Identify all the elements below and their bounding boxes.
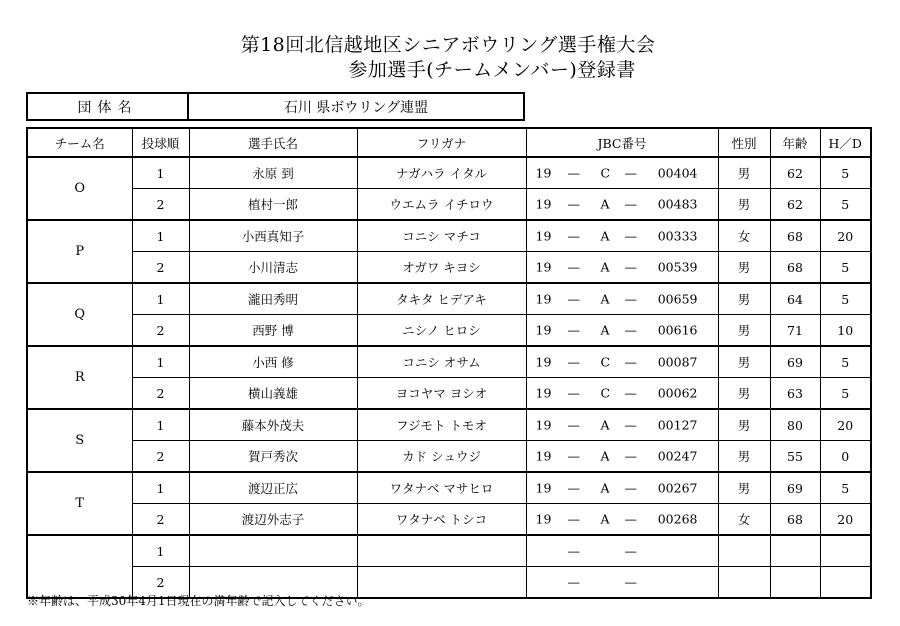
furigana-cell[interactable]: オガワ キヨシ xyxy=(357,252,526,284)
furigana-cell[interactable]: ヨコヤマ ヨシオ xyxy=(357,378,526,410)
age-cell[interactable] xyxy=(770,535,820,567)
age-cell[interactable]: 62 xyxy=(770,189,820,221)
jbc-dash: — xyxy=(624,228,637,244)
sex-cell[interactable]: 男 xyxy=(718,409,770,441)
jbc-number-cell[interactable] xyxy=(526,283,718,315)
header-age: 年齢 xyxy=(770,128,820,157)
order-cell: 1 xyxy=(132,283,189,315)
table-row xyxy=(27,504,871,536)
jbc-class: A xyxy=(600,417,610,433)
table-row xyxy=(27,441,871,473)
age-cell[interactable]: 62 xyxy=(770,157,820,189)
footnote: ※年齢は、平成30年4月1日現在の満年齢で記入してください。 xyxy=(27,594,370,608)
jbc-dash: — xyxy=(567,354,580,370)
jbc-dash: — xyxy=(567,448,580,464)
order-cell: 2 xyxy=(132,315,189,347)
table-row xyxy=(27,189,871,221)
jbc-class: C xyxy=(600,385,611,401)
jbc-dash: — xyxy=(624,543,637,559)
table-row xyxy=(27,346,871,378)
age-cell[interactable]: 69 xyxy=(770,472,820,504)
sex-cell[interactable]: 男 xyxy=(718,189,770,221)
header-team: チーム名 xyxy=(27,128,132,157)
team-name-cell[interactable]: P xyxy=(27,220,132,283)
organization-label: 団体名 xyxy=(27,93,188,120)
order-cell: 2 xyxy=(132,441,189,473)
jbc-number-cell[interactable] xyxy=(526,409,718,441)
jbc-number-cell[interactable] xyxy=(526,220,718,252)
jbc-dash: — xyxy=(567,511,580,527)
sex-cell[interactable]: 男 xyxy=(718,346,770,378)
sex-cell[interactable]: 女 xyxy=(718,220,770,252)
sex-cell[interactable]: 男 xyxy=(718,378,770,410)
furigana-cell[interactable]: コニシ マチコ xyxy=(357,220,526,252)
player-name-cell[interactable]: 横山義雄 xyxy=(189,378,357,410)
sex-cell[interactable]: 女 xyxy=(718,504,770,536)
table-row xyxy=(27,157,871,189)
table-row xyxy=(27,283,871,315)
jbc-class: A xyxy=(600,259,610,275)
jbc-dash: — xyxy=(567,480,580,496)
handicap-cell[interactable]: 20 xyxy=(820,220,871,252)
team-name-cell[interactable]: Q xyxy=(27,283,132,346)
jbc-dash: — xyxy=(624,291,637,307)
team-name-cell[interactable]: R xyxy=(27,346,132,409)
jbc-year: 19 xyxy=(535,259,552,275)
furigana-cell[interactable]: ニシノ ヒロシ xyxy=(357,315,526,347)
jbc-dash: — xyxy=(624,448,637,464)
furigana-cell[interactable]: フジモト トモオ xyxy=(357,409,526,441)
age-cell[interactable]: 68 xyxy=(770,504,820,536)
age-cell[interactable]: 55 xyxy=(770,441,820,473)
jbc-number-cell[interactable] xyxy=(526,346,718,378)
age-cell[interactable] xyxy=(770,567,820,599)
jbc-number-cell[interactable] xyxy=(526,504,718,536)
player-name-cell[interactable]: 小川清志 xyxy=(189,252,357,284)
team-name-cell[interactable] xyxy=(27,535,132,598)
order-cell: 2 xyxy=(132,378,189,410)
order-cell: 2 xyxy=(132,252,189,284)
handicap-cell[interactable]: 0 xyxy=(820,441,871,473)
header-player-name: 選手氏名 xyxy=(189,128,357,157)
sex-cell[interactable]: 男 xyxy=(718,283,770,315)
order-cell: 1 xyxy=(132,346,189,378)
jbc-dash: — xyxy=(624,385,637,401)
jbc-dash: — xyxy=(567,291,580,307)
furigana-cell[interactable]: ワタナベ マサヒロ xyxy=(357,472,526,504)
jbc-dash: — xyxy=(624,196,637,212)
jbc-serial: 00404 xyxy=(657,165,698,181)
jbc-year: 19 xyxy=(535,165,552,181)
jbc-class: C xyxy=(600,165,611,181)
member-registration-table xyxy=(26,127,872,599)
jbc-dash: — xyxy=(624,574,637,590)
player-name-cell[interactable]: 渡辺外志子 xyxy=(189,504,357,536)
sex-cell[interactable] xyxy=(718,535,770,567)
furigana-cell[interactable]: カド シュウジ xyxy=(357,441,526,473)
order-cell: 2 xyxy=(132,567,189,599)
furigana-cell[interactable]: コニシ オサム xyxy=(357,346,526,378)
jbc-dash: — xyxy=(624,354,637,370)
order-cell: 1 xyxy=(132,157,189,189)
handicap-cell[interactable]: 5 xyxy=(820,346,871,378)
handicap-cell[interactable]: 5 xyxy=(820,283,871,315)
jbc-number-cell[interactable] xyxy=(526,157,718,189)
jbc-dash: — xyxy=(567,574,580,590)
handicap-cell[interactable]: 5 xyxy=(820,157,871,189)
jbc-serial: 00539 xyxy=(657,259,698,275)
jbc-year: 19 xyxy=(535,322,552,338)
sex-cell[interactable]: 男 xyxy=(718,157,770,189)
jbc-dash: — xyxy=(567,196,580,212)
jbc-number-cell[interactable] xyxy=(526,567,718,599)
document-title: 第18回北信越地区シニアボウリング選手権大会 xyxy=(240,34,656,56)
jbc-serial: 00616 xyxy=(657,322,698,338)
jbc-year: 19 xyxy=(535,448,552,464)
jbc-serial: 00333 xyxy=(657,228,698,244)
jbc-number-cell[interactable] xyxy=(526,189,718,221)
table-row xyxy=(27,409,871,441)
jbc-serial: 00659 xyxy=(657,291,698,307)
jbc-year: 19 xyxy=(535,385,552,401)
organization-name-field[interactable]: 石川 県ボウリング連盟 xyxy=(188,93,524,120)
age-cell[interactable]: 71 xyxy=(770,315,820,347)
furigana-cell[interactable]: ウエムラ イチロウ xyxy=(357,189,526,221)
jbc-year: 19 xyxy=(535,511,552,527)
sex-cell[interactable] xyxy=(718,567,770,599)
jbc-year: 19 xyxy=(535,354,552,370)
handicap-cell[interactable]: 5 xyxy=(820,378,871,410)
age-cell[interactable]: 80 xyxy=(770,409,820,441)
order-cell: 1 xyxy=(132,409,189,441)
handicap-cell[interactable]: 10 xyxy=(820,315,871,347)
jbc-year: 19 xyxy=(535,480,552,496)
jbc-year: 19 xyxy=(535,228,552,244)
handicap-cell[interactable]: 20 xyxy=(820,409,871,441)
sex-cell[interactable]: 男 xyxy=(718,315,770,347)
jbc-dash: — xyxy=(624,322,637,338)
furigana-cell[interactable]: タキタ ヒデアキ xyxy=(357,283,526,315)
player-name-cell[interactable]: 渡辺正広 xyxy=(189,472,357,504)
jbc-dash: — xyxy=(567,259,580,275)
jbc-class: C xyxy=(600,354,611,370)
order-cell: 1 xyxy=(132,535,189,567)
jbc-class: A xyxy=(600,480,610,496)
handicap-cell[interactable] xyxy=(820,535,871,567)
furigana-cell[interactable]: ワタナベ トシコ xyxy=(357,504,526,536)
age-cell[interactable]: 63 xyxy=(770,378,820,410)
player-name-cell[interactable]: 小西 修 xyxy=(189,346,357,378)
player-name-cell[interactable] xyxy=(189,535,357,567)
jbc-dash: — xyxy=(567,322,580,338)
jbc-class: A xyxy=(600,322,610,338)
jbc-number-cell[interactable] xyxy=(526,472,718,504)
team-name-cell[interactable]: S xyxy=(27,409,132,472)
player-name-cell[interactable]: 永原 到 xyxy=(189,157,357,189)
player-name-cell[interactable]: 瀧田秀明 xyxy=(189,283,357,315)
jbc-dash: — xyxy=(567,417,580,433)
handicap-cell[interactable]: 5 xyxy=(820,472,871,504)
document-subtitle: 参加選手(チームメンバー)登録書 xyxy=(348,59,636,81)
header-handicap: H／D xyxy=(820,128,871,157)
jbc-number-cell[interactable] xyxy=(526,315,718,347)
handicap-cell[interactable]: 5 xyxy=(820,252,871,284)
jbc-year: 19 xyxy=(535,291,552,307)
jbc-dash: — xyxy=(567,385,580,401)
jbc-number-cell[interactable] xyxy=(526,378,718,410)
jbc-number-cell[interactable] xyxy=(526,252,718,284)
jbc-serial: 00127 xyxy=(657,417,698,433)
header-furigana: フリガナ xyxy=(357,128,526,157)
age-cell[interactable]: 64 xyxy=(770,283,820,315)
jbc-dash: — xyxy=(624,259,637,275)
order-cell: 2 xyxy=(132,504,189,536)
jbc-dash: — xyxy=(624,417,637,433)
age-cell[interactable]: 69 xyxy=(770,346,820,378)
player-name-cell[interactable]: 植村一郎 xyxy=(189,189,357,221)
jbc-class: A xyxy=(600,228,610,244)
organization-table xyxy=(26,92,525,121)
header-jbc-number: JBC番号 xyxy=(526,128,718,157)
jbc-dash: — xyxy=(624,165,637,181)
player-name-cell[interactable]: 小西真知子 xyxy=(189,220,357,252)
jbc-dash: — xyxy=(567,543,580,559)
handicap-cell[interactable]: 5 xyxy=(820,189,871,221)
header-sex: 性別 xyxy=(718,128,770,157)
table-row xyxy=(27,220,871,252)
jbc-number-cell[interactable] xyxy=(526,535,718,567)
table-row xyxy=(27,378,871,410)
team-name-cell[interactable]: T xyxy=(27,472,132,535)
table-row xyxy=(27,472,871,504)
handicap-cell[interactable]: 20 xyxy=(820,504,871,536)
furigana-cell[interactable]: ナガハラ イタル xyxy=(357,157,526,189)
age-cell[interactable]: 68 xyxy=(770,252,820,284)
jbc-serial: 00087 xyxy=(657,354,698,370)
team-name-cell[interactable]: O xyxy=(27,157,132,220)
jbc-dash: — xyxy=(624,511,637,527)
order-cell: 1 xyxy=(132,220,189,252)
player-name-cell[interactable]: 賀戸秀次 xyxy=(189,441,357,473)
jbc-serial: 00267 xyxy=(657,480,698,496)
jbc-serial: 00062 xyxy=(657,385,698,401)
jbc-serial: 00483 xyxy=(657,196,698,212)
order-cell: 1 xyxy=(132,472,189,504)
table-row xyxy=(27,252,871,284)
age-cell[interactable]: 68 xyxy=(770,220,820,252)
jbc-class: A xyxy=(600,448,610,464)
player-name-cell[interactable]: 藤本外茂夫 xyxy=(189,409,357,441)
sex-cell[interactable]: 男 xyxy=(718,252,770,284)
jbc-class: A xyxy=(600,511,610,527)
jbc-dash: — xyxy=(567,165,580,181)
jbc-number-cell[interactable] xyxy=(526,441,718,473)
jbc-dash: — xyxy=(567,228,580,244)
jbc-year: 19 xyxy=(535,196,552,212)
jbc-year: 19 xyxy=(535,417,552,433)
table-row xyxy=(27,535,871,567)
jbc-class: A xyxy=(600,196,610,212)
sex-cell[interactable]: 男 xyxy=(718,441,770,473)
jbc-serial: 00268 xyxy=(657,511,698,527)
sex-cell[interactable]: 男 xyxy=(718,472,770,504)
handicap-cell[interactable] xyxy=(820,567,871,599)
header-order: 投球順 xyxy=(132,128,189,157)
furigana-cell[interactable] xyxy=(357,535,526,567)
jbc-serial: 00247 xyxy=(657,448,698,464)
table-row xyxy=(27,315,871,347)
player-name-cell[interactable]: 西野 博 xyxy=(189,315,357,347)
furigana-cell[interactable] xyxy=(357,567,526,599)
order-cell: 2 xyxy=(132,189,189,221)
jbc-class: A xyxy=(600,291,610,307)
jbc-dash: — xyxy=(624,480,637,496)
